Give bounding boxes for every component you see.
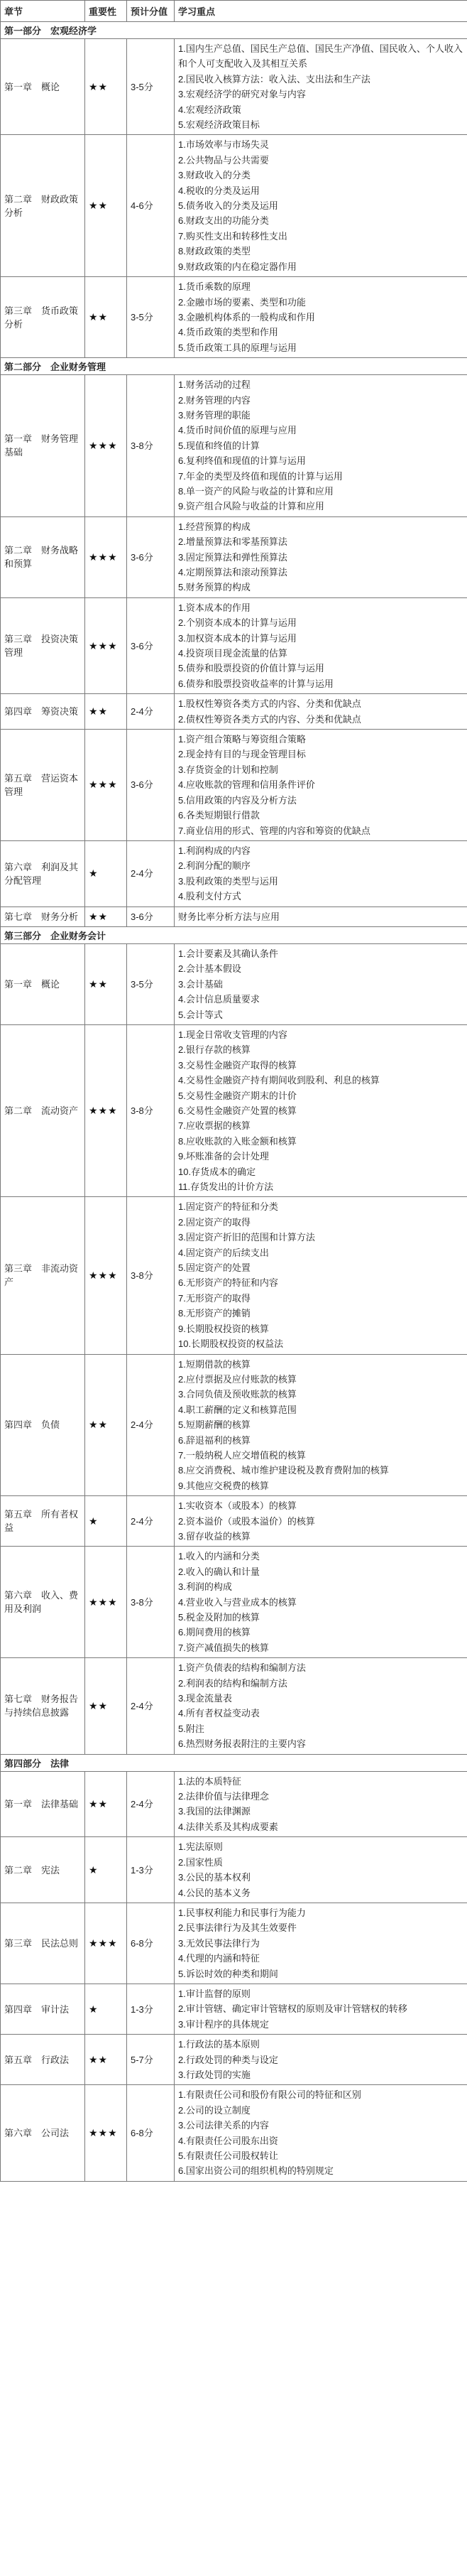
focus-item: 1.财务活动的过程 [178, 379, 251, 391]
focus-item: 6.各类短期银行借款 [178, 810, 260, 821]
focus-item: 2.应付票据及应付账款的核算 [178, 1373, 297, 1385]
chapter-name: 第六章 公司法 [1, 2085, 85, 2181]
focus-item: 10.长期股权投资的权益法 [178, 1338, 284, 1350]
focus-item: 2.会计基本假设 [178, 963, 241, 975]
estimated-score: 3-8分 [127, 375, 175, 517]
importance-stars: ★★ [85, 694, 127, 730]
chapter-row [1, 1903, 467, 1984]
focus-item: 2.法律价值与法律理念 [178, 1791, 269, 1802]
estimated-score: 3-5分 [127, 39, 175, 135]
chapter-name: 第四章 筹资决策 [1, 694, 85, 730]
estimated-score: 6-8分 [127, 2085, 175, 2181]
study-focus-cell [175, 1547, 467, 1658]
part-row [1, 22, 467, 39]
focus-item: 5.短期薪酬的核算 [178, 1419, 251, 1431]
chapter-row [1, 1547, 467, 1658]
chapter-row [1, 1837, 467, 1903]
importance-stars: ★★ [85, 943, 127, 1024]
focus-item: 1.短期借款的核算 [178, 1358, 251, 1370]
focus-item: 5.诉讼时效的种类和期间 [178, 1968, 278, 1979]
focus-item: 4.会计信息质量要求 [178, 994, 260, 1005]
focus-item: 4.税收的分类及运用 [178, 185, 260, 196]
part-title: 第三部分 企业财务会计 [1, 926, 467, 943]
focus-item: 6.财政支出的功能分类 [178, 215, 269, 227]
focus-item: 3.利润的构成 [178, 1581, 232, 1593]
focus-item: 4.股利支付方式 [178, 891, 241, 902]
estimated-score: 3-8分 [127, 1547, 175, 1658]
chapter-name: 第三章 民法总则 [1, 1903, 85, 1984]
study-focus-cell [175, 375, 467, 517]
chapter-name: 第二章 流动资产 [1, 1024, 85, 1196]
focus-item: 9.资产组合风险与收益的计算和应用 [178, 501, 324, 512]
focus-item: 3.现金流量表 [178, 1693, 232, 1704]
study-focus-cell [175, 840, 467, 907]
focus-item: 2.民事法律行为及其生效要件 [178, 1922, 297, 1934]
focus-item: 5.信用政策的内容及分析方法 [178, 794, 297, 806]
header-focus: 学习重点 [175, 1, 467, 22]
focus-item: 2.金融市场的要素、类型和功能 [178, 296, 306, 308]
focus-item: 9.财政政策的内在稳定器作用 [178, 261, 297, 272]
study-focus-cell [175, 135, 467, 277]
focus-item: 4.所有者权益变动表 [178, 1708, 260, 1719]
focus-item: 2.资本溢价（或股本溢价）的核算 [178, 1515, 315, 1527]
chapter-row [1, 39, 467, 135]
part-title: 第一部分 宏观经济学 [1, 22, 467, 39]
importance-stars: ★★ [85, 1354, 127, 1496]
focus-item: 1.会计要素及其确认条件 [178, 948, 278, 959]
estimated-score: 3-6分 [127, 516, 175, 597]
study-focus-cell [175, 2035, 467, 2085]
importance-stars: ★★ [85, 2035, 127, 2085]
study-focus-cell [175, 1837, 467, 1903]
chapter-name: 第二章 宪法 [1, 1837, 85, 1903]
chapter-row [1, 1984, 467, 2034]
focus-item: 4.货币时间价值的原理与应用 [178, 425, 297, 436]
focus-item: 1.资本成本的作用 [178, 602, 251, 613]
chapter-row [1, 1658, 467, 1754]
chapter-row [1, 1024, 467, 1196]
header-score: 预计分值 [127, 1, 175, 22]
chapter-name: 第一章 财务管理基础 [1, 375, 85, 517]
importance-stars: ★★★ [85, 1197, 127, 1354]
chapter-name: 第四章 审计法 [1, 1984, 85, 2034]
chapter-row [1, 597, 467, 693]
focus-item: 3.股利政策的类型与运用 [178, 875, 278, 887]
focus-item: 3.宏观经济学的研究对象与内容 [178, 89, 306, 100]
estimated-score: 3-6分 [127, 597, 175, 693]
chapter-name: 第三章 货币政策分析 [1, 277, 85, 358]
focus-item: 1.法的本质特征 [178, 1775, 241, 1787]
focus-item: 3.留存收益的核算 [178, 1530, 251, 1542]
part-title: 第二部分 企业财务管理 [1, 358, 467, 375]
focus-item: 3.合同负债及预收账款的核算 [178, 1389, 297, 1400]
focus-item: 3.审计程序的具体规定 [178, 2018, 269, 2030]
importance-stars: ★ [85, 840, 127, 907]
focus-item: 8.应收账款的入账金额和核算 [178, 1135, 297, 1147]
study-focus-cell [175, 1903, 467, 1984]
focus-item: 1.行政法的基本原则 [178, 2039, 260, 2050]
estimated-score: 6-8分 [127, 1903, 175, 1984]
chapter-row [1, 2085, 467, 2181]
focus-item: 2.现金持有目的与现金管理目标 [178, 749, 306, 760]
study-focus-cell [175, 1354, 467, 1496]
focus-item: 5.有限责任公司股权转让 [178, 2150, 278, 2161]
chapter-row [1, 2035, 467, 2085]
chapter-name: 第六章 收入、费用及利润 [1, 1547, 85, 1658]
focus-item: 1.审计监督的原则 [178, 1988, 251, 1999]
focus-item: 5.财务预算的构成 [178, 582, 251, 593]
focus-item: 9.长期股权投资的核算 [178, 1323, 269, 1334]
focus-item: 1.固定资产的特征和分类 [178, 1201, 278, 1213]
chapter-name: 第一章 概论 [1, 943, 85, 1024]
focus-item: 5.现值和终值的计算 [178, 440, 260, 451]
study-focus-cell [175, 277, 467, 358]
importance-stars: ★ [85, 1837, 127, 1903]
focus-item: 4.职工薪酬的定义和核算范围 [178, 1404, 297, 1415]
estimated-score: 2-4分 [127, 1354, 175, 1496]
focus-item: 8.应交消费税、城市维护建设税及教育费附加的核算 [178, 1465, 389, 1476]
focus-item: 3.公司法律关系的内容 [178, 2120, 269, 2131]
focus-item: 5.附注 [178, 1723, 204, 1734]
study-focus-cell [175, 2085, 467, 2181]
focus-item: 8.无形资产的摊销 [178, 1308, 251, 1319]
part-row [1, 926, 467, 943]
focus-item: 5.货币政策工具的原理与运用 [178, 342, 297, 353]
focus-item: 1.市场效率与市场失灵 [178, 139, 269, 151]
importance-stars: ★ [85, 1984, 127, 2034]
focus-item: 3.会计基础 [178, 978, 223, 990]
chapter-name: 第五章 所有者权益 [1, 1496, 85, 1547]
chapter-row [1, 1771, 467, 1837]
chapter-row [1, 730, 467, 841]
focus-item: 7.资产减值损失的核算 [178, 1642, 269, 1653]
focus-item: 4.货币政策的类型和作用 [178, 327, 278, 338]
study-focus-cell [175, 1197, 467, 1354]
estimated-score: 2-4分 [127, 694, 175, 730]
importance-stars: ★★ [85, 907, 127, 926]
focus-item: 2.利润表的结构和编制方法 [178, 1677, 287, 1689]
importance-stars: ★★ [85, 1771, 127, 1837]
focus-item: 2.利润分配的顺序 [178, 860, 251, 872]
importance-stars: ★★★ [85, 2085, 127, 2181]
focus-item: 4.公民的基本义务 [178, 1887, 251, 1898]
focus-item: 10.存货成本的确定 [178, 1166, 256, 1177]
focus-item: 4.投资项目现金流量的估算 [178, 648, 287, 659]
focus-item: 4.代理的内涵和特征 [178, 1953, 260, 1964]
focus-item: 5.会计等式 [178, 1009, 223, 1020]
study-focus-cell [175, 1771, 467, 1837]
focus-item: 1.利润构成的内容 [178, 845, 251, 856]
estimated-score: 1-3分 [127, 1984, 175, 2034]
focus-item: 8.财政政策的类型 [178, 246, 251, 257]
focus-item: 11.存货发出的计价方法 [178, 1181, 274, 1193]
focus-item: 2.公司的设立制度 [178, 2104, 251, 2116]
focus-item: 1.民事权利能力和民事行为能力 [178, 1907, 306, 1918]
importance-stars: ★ [85, 1496, 127, 1547]
focus-item: 4.固定资产的后续支出 [178, 1247, 269, 1258]
focus-item: 2.国民收入核算方法：收入法、支出法和生产法 [178, 73, 370, 85]
estimated-score: 1-3分 [127, 1837, 175, 1903]
importance-stars: ★★★ [85, 375, 127, 517]
focus-item: 1.实收资本（或股本）的核算 [178, 1500, 297, 1512]
focus-item: 9.其他应交税费的核算 [178, 1480, 269, 1491]
focus-item: 5.固定资产的处置 [178, 1262, 251, 1274]
focus-item: 4.有限责任公司股东出资 [178, 2135, 278, 2146]
focus-item: 1.现金日常收支管理的内容 [178, 1029, 287, 1040]
study-focus-cell [175, 730, 467, 841]
focus-item: 5.交易性金融资产期末的计价 [178, 1090, 297, 1101]
focus-item: 5.债券和股票投资的价值计算与运用 [178, 663, 324, 674]
chapter-row [1, 277, 467, 358]
estimated-score: 2-4分 [127, 1496, 175, 1547]
chapter-name: 第五章 营运资本管理 [1, 730, 85, 841]
importance-stars: ★★★ [85, 730, 127, 841]
header-importance: 重要性 [85, 1, 127, 22]
study-focus-cell [175, 39, 467, 135]
focus-item: 3.固定预算法和弹性预算法 [178, 551, 287, 563]
focus-item: 5.宏观经济政策目标 [178, 119, 260, 131]
chapter-row [1, 135, 467, 277]
focus-item: 2.审计管辖、确定审计管辖权的原则及审计管辖权的转移 [178, 2003, 407, 2015]
focus-item: 1.经营预算的构成 [178, 521, 251, 532]
focus-item: 7.商业信用的形式、管理的内容和筹资的优缺点 [178, 825, 370, 836]
focus-item: 2.银行存款的核算 [178, 1044, 251, 1056]
header-chapter: 章节 [1, 1, 85, 22]
focus-item: 1.国内生产总值、国民生产总值、国民生产净值、国民收入、个人收入和个人可支配收入及其相互关系 [178, 43, 463, 70]
focus-item: 6.国家出资公司的组织机构的特别规定 [178, 2165, 334, 2177]
focus-item: 3.存货资金的计划和控制 [178, 764, 278, 775]
chapter-row [1, 840, 467, 907]
study-focus-cell [175, 516, 467, 597]
focus-item: 3.行政处罚的实施 [178, 2069, 251, 2080]
focus-item: 7.无形资产的取得 [178, 1292, 251, 1304]
focus-item: 3.我国的法律渊源 [178, 1806, 251, 1817]
focus-item: 4.营业收入与营业成本的核算 [178, 1596, 297, 1608]
focus-item: 2.行政处罚的种类与设定 [178, 2054, 278, 2065]
chapter-name: 第二章 财政政策分析 [1, 135, 85, 277]
chapter-name: 第六章 利润及其分配管理 [1, 840, 85, 907]
part-row [1, 358, 467, 375]
study-focus-cell [175, 943, 467, 1024]
focus-item: 8.单一资产的风险与收益的计算和应用 [178, 485, 334, 497]
importance-stars: ★★★ [85, 597, 127, 693]
estimated-score: 3-5分 [127, 943, 175, 1024]
focus-item: 3.加权资本成本的计算与运用 [178, 632, 297, 644]
focus-item: 5.债务收入的分类及运用 [178, 200, 278, 212]
estimated-score: 4-6分 [127, 135, 175, 277]
estimated-score: 3-8分 [127, 1024, 175, 1196]
focus-item: 2.个别资本成本的计算与运用 [178, 617, 297, 629]
focus-item: 1.资产负债表的结构和编制方法 [178, 1662, 306, 1674]
chapter-name: 第七章 财务报告与持续信息披露 [1, 1658, 85, 1754]
focus-item: 9.坏账准备的会计处理 [178, 1151, 269, 1162]
importance-stars: ★★ [85, 1658, 127, 1754]
study-focus-cell [175, 1984, 467, 2034]
chapter-row [1, 516, 467, 597]
focus-item: 4.宏观经济政策 [178, 104, 241, 115]
focus-item: 7.购买性支出和转移性支出 [178, 230, 287, 242]
importance-stars: ★★ [85, 277, 127, 358]
chapter-name: 第三章 投资决策管理 [1, 597, 85, 693]
importance-stars: ★★★ [85, 1903, 127, 1984]
importance-stars: ★★ [85, 39, 127, 135]
chapter-row [1, 907, 467, 926]
focus-item: 3.交易性金融资产取得的核算 [178, 1059, 297, 1071]
focus-item: 1.资产组合策略与筹资组合策略 [178, 734, 306, 745]
focus-item: 6.热烈财务报表附注的主要内容 [178, 1738, 306, 1750]
focus-item: 4.法律关系及其构成要素 [178, 1821, 278, 1832]
focus-item: 2.国家性质 [178, 1856, 223, 1868]
focus-item: 2.债权性筹资各类方式的内容、分类和优缺点 [178, 713, 361, 725]
focus-item: 2.固定资产的取得 [178, 1216, 251, 1228]
estimated-score: 2-4分 [127, 1771, 175, 1837]
focus-item: 6.辞退福利的核算 [178, 1434, 251, 1446]
chapter-name: 第五章 行政法 [1, 2035, 85, 2085]
focus-item: 2.收入的确认和计量 [178, 1566, 260, 1577]
focus-item: 7.一般纳税人应交增值税的核算 [178, 1449, 306, 1461]
estimated-score: 2-4分 [127, 840, 175, 907]
estimated-score: 3-5分 [127, 277, 175, 358]
estimated-score: 3-6分 [127, 730, 175, 841]
focus-item: 6.期间费用的核算 [178, 1627, 251, 1638]
focus-item: 3.公民的基本权利 [178, 1872, 251, 1883]
importance-stars: ★★★ [85, 1024, 127, 1196]
study-focus-cell [175, 907, 467, 926]
estimated-score: 3-8分 [127, 1197, 175, 1354]
table-body [1, 22, 467, 2182]
focus-item: 2.公共物品与公共需要 [178, 154, 269, 166]
focus-item: 5.税金及附加的核算 [178, 1612, 260, 1623]
estimated-score: 5-7分 [127, 2035, 175, 2085]
header-row [1, 1, 467, 22]
chapter-name: 第三章 非流动资产 [1, 1197, 85, 1354]
focus-item: 3.金融机构体系的一般构成和作用 [178, 311, 315, 323]
study-focus-cell [175, 1496, 467, 1547]
chapter-row [1, 1354, 467, 1496]
chapter-name: 第二章 财务战略和预算 [1, 516, 85, 597]
study-focus-cell [175, 694, 467, 730]
focus-item: 3.无效民事法律行为 [178, 1937, 260, 1949]
estimated-score: 3-6分 [127, 907, 175, 926]
focus-item: 6.交易性金融资产处置的核算 [178, 1105, 297, 1116]
focus-item: 7.应收票据的核算 [178, 1120, 251, 1132]
part-title: 第四部分 法律 [1, 1754, 467, 1771]
chapter-row [1, 694, 467, 730]
focus-item: 1.货币乘数的原理 [178, 281, 251, 293]
importance-stars: ★★★ [85, 516, 127, 597]
focus-item: 7.年金的类型及终值和现值的计算与运用 [178, 470, 343, 482]
study-focus-cell [175, 1658, 467, 1754]
focus-item: 3.固定资产折旧的范围和计算方法 [178, 1232, 315, 1243]
focus-item: 4.应收账款的管理和信用条件评价 [178, 779, 315, 791]
chapter-name: 第一章 法律基础 [1, 1771, 85, 1837]
focus-item: 1.宪法原则 [178, 1841, 223, 1853]
focus-item: 4.定期预算法和滚动预算法 [178, 567, 287, 578]
study-focus-cell [175, 1024, 467, 1196]
focus-item: 6.复利终值和现值的计算与运用 [178, 455, 306, 467]
focus-item: 财务比率分析方法与应用 [178, 911, 280, 922]
part-row [1, 1754, 467, 1771]
focus-item: 1.有限责任公司和股份有限公司的特征和区别 [178, 2089, 361, 2101]
focus-item: 6.债券和股票投资收益率的计算与运用 [178, 678, 334, 689]
chapter-name: 第一章 概论 [1, 39, 85, 135]
study-focus-cell [175, 597, 467, 693]
chapter-row [1, 1197, 467, 1354]
importance-stars: ★★ [85, 135, 127, 277]
chapter-name: 第四章 负债 [1, 1354, 85, 1496]
importance-stars: ★★★ [85, 1547, 127, 1658]
focus-item: 6.无形资产的特征和内容 [178, 1277, 278, 1289]
chapter-name: 第七章 财务分析 [1, 907, 85, 926]
focus-item: 3.财政收入的分类 [178, 170, 251, 181]
chapter-row [1, 943, 467, 1024]
focus-item: 4.交易性金融资产持有期间收到股利、利息的核算 [178, 1075, 380, 1086]
focus-item: 2.增量预算法和零基预算法 [178, 536, 287, 548]
estimated-score: 2-4分 [127, 1658, 175, 1754]
chapter-row [1, 375, 467, 517]
focus-item: 1.收入的内涵和分类 [178, 1551, 260, 1562]
focus-item: 2.财务管理的内容 [178, 394, 251, 406]
focus-item: 1.股权性筹资各类方式的内容、分类和优缺点 [178, 698, 361, 710]
focus-item: 3.财务管理的职能 [178, 409, 251, 421]
chapter-row [1, 1496, 467, 1547]
